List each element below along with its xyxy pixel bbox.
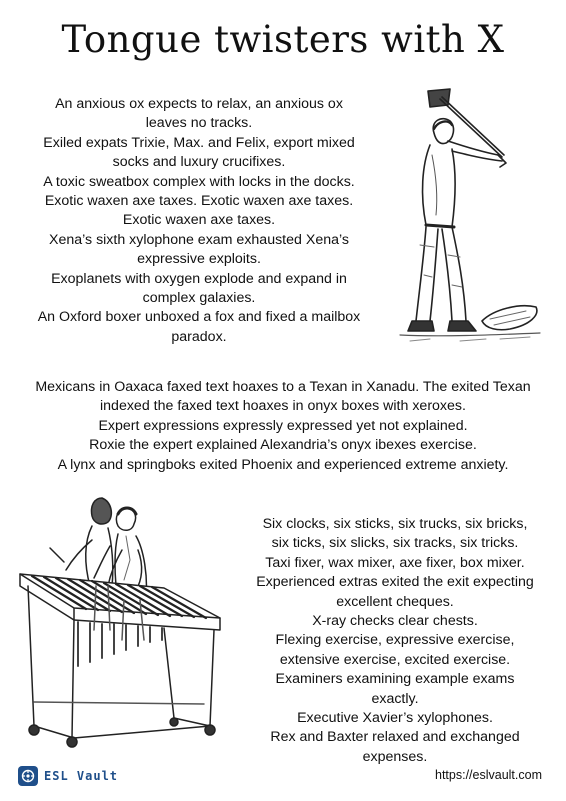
page-title: Tongue twisters with X: [61, 18, 505, 61]
twister-line: A lynx and springboks exited Phoenix and experienced extreme anxiety.: [57, 456, 509, 473]
twister-line: Taxi fixer, wax mixer, axe fixer, box mixer.: [265, 554, 525, 571]
twister-line: Exotic waxen axe taxes.: [122, 212, 276, 229]
twister-line: Mexicans in Oaxaca faxed text hoaxes to a Texan in Xanadu. The exited Texan: [35, 379, 531, 395]
twister-block-1: [24, 95, 374, 347]
twister-line: complex galaxies.: [142, 290, 256, 307]
esl-vault-logo[interactable]: [18, 766, 118, 786]
twister-line: An anxious ox expects to relax, an anxious ox: [55, 96, 343, 112]
site-url-link[interactable]: https://eslvault.com: [435, 768, 542, 782]
twister-line: leaves no tracks.: [145, 115, 253, 132]
vault-icon: [18, 766, 38, 786]
xylophone-illustration: [14, 490, 234, 750]
twister-line: X-ray checks clear chests.: [312, 613, 478, 630]
twister-line: Exoplanets with oxygen explode and expand in: [51, 270, 347, 287]
brand-name: ESL Vault: [44, 769, 119, 783]
twister-line: An Oxford boxer unboxed a fox and fixed a mailbox: [37, 309, 361, 326]
axe-man-illustration: [390, 85, 550, 350]
twister-line: indexed the faxed text hoaxes in onyx boxes with xeroxes.: [100, 398, 466, 415]
twister-line: Roxie the expert explained Alexandria’s onyx ibexes exercise.: [89, 437, 477, 454]
twister-line: A toxic sweatbox complex with locks in the docks.: [43, 173, 355, 190]
twister-line: paradox.: [171, 328, 227, 345]
twister-line: Executive Xavier’s xylophones.: [297, 710, 493, 727]
twister-line: Exiled expats Trixie, Max. and Felix, export mixed: [43, 134, 355, 151]
twister-line: Examiners examining example exams: [275, 671, 515, 688]
twister-line: expressive exploits.: [137, 251, 261, 268]
twister-line: six ticks, six slicks, six tracks, six tricks.: [271, 535, 519, 552]
twister-line: extensive exercise, excited exercise.: [279, 651, 511, 668]
twister-line: excellent cheques.: [336, 593, 454, 610]
twister-line: socks and luxury crucifixes.: [112, 154, 286, 171]
twister-line: Xena’s sixth xylophone exam exhausted Xena’s: [49, 231, 349, 248]
twister-line: Experienced extras exited the exit expecting: [256, 574, 534, 591]
twister-line: Six clocks, six sticks, six trucks, six bricks,: [262, 516, 528, 532]
twister-line: Exotic waxen axe taxes. Exotic waxen axe taxes.: [44, 193, 354, 210]
twister-line: Flexing exercise, expressive exercise,: [275, 632, 515, 649]
twister-line: expenses.: [362, 748, 428, 765]
twister-line: Rex and Baxter relaxed and exchanged: [270, 729, 520, 746]
twister-block-3: [232, 515, 558, 767]
twister-line: Expert expressions expressly expressed yet not explained.: [98, 417, 468, 434]
twister-block-2: [10, 378, 556, 475]
twister-line: exactly.: [371, 690, 419, 707]
